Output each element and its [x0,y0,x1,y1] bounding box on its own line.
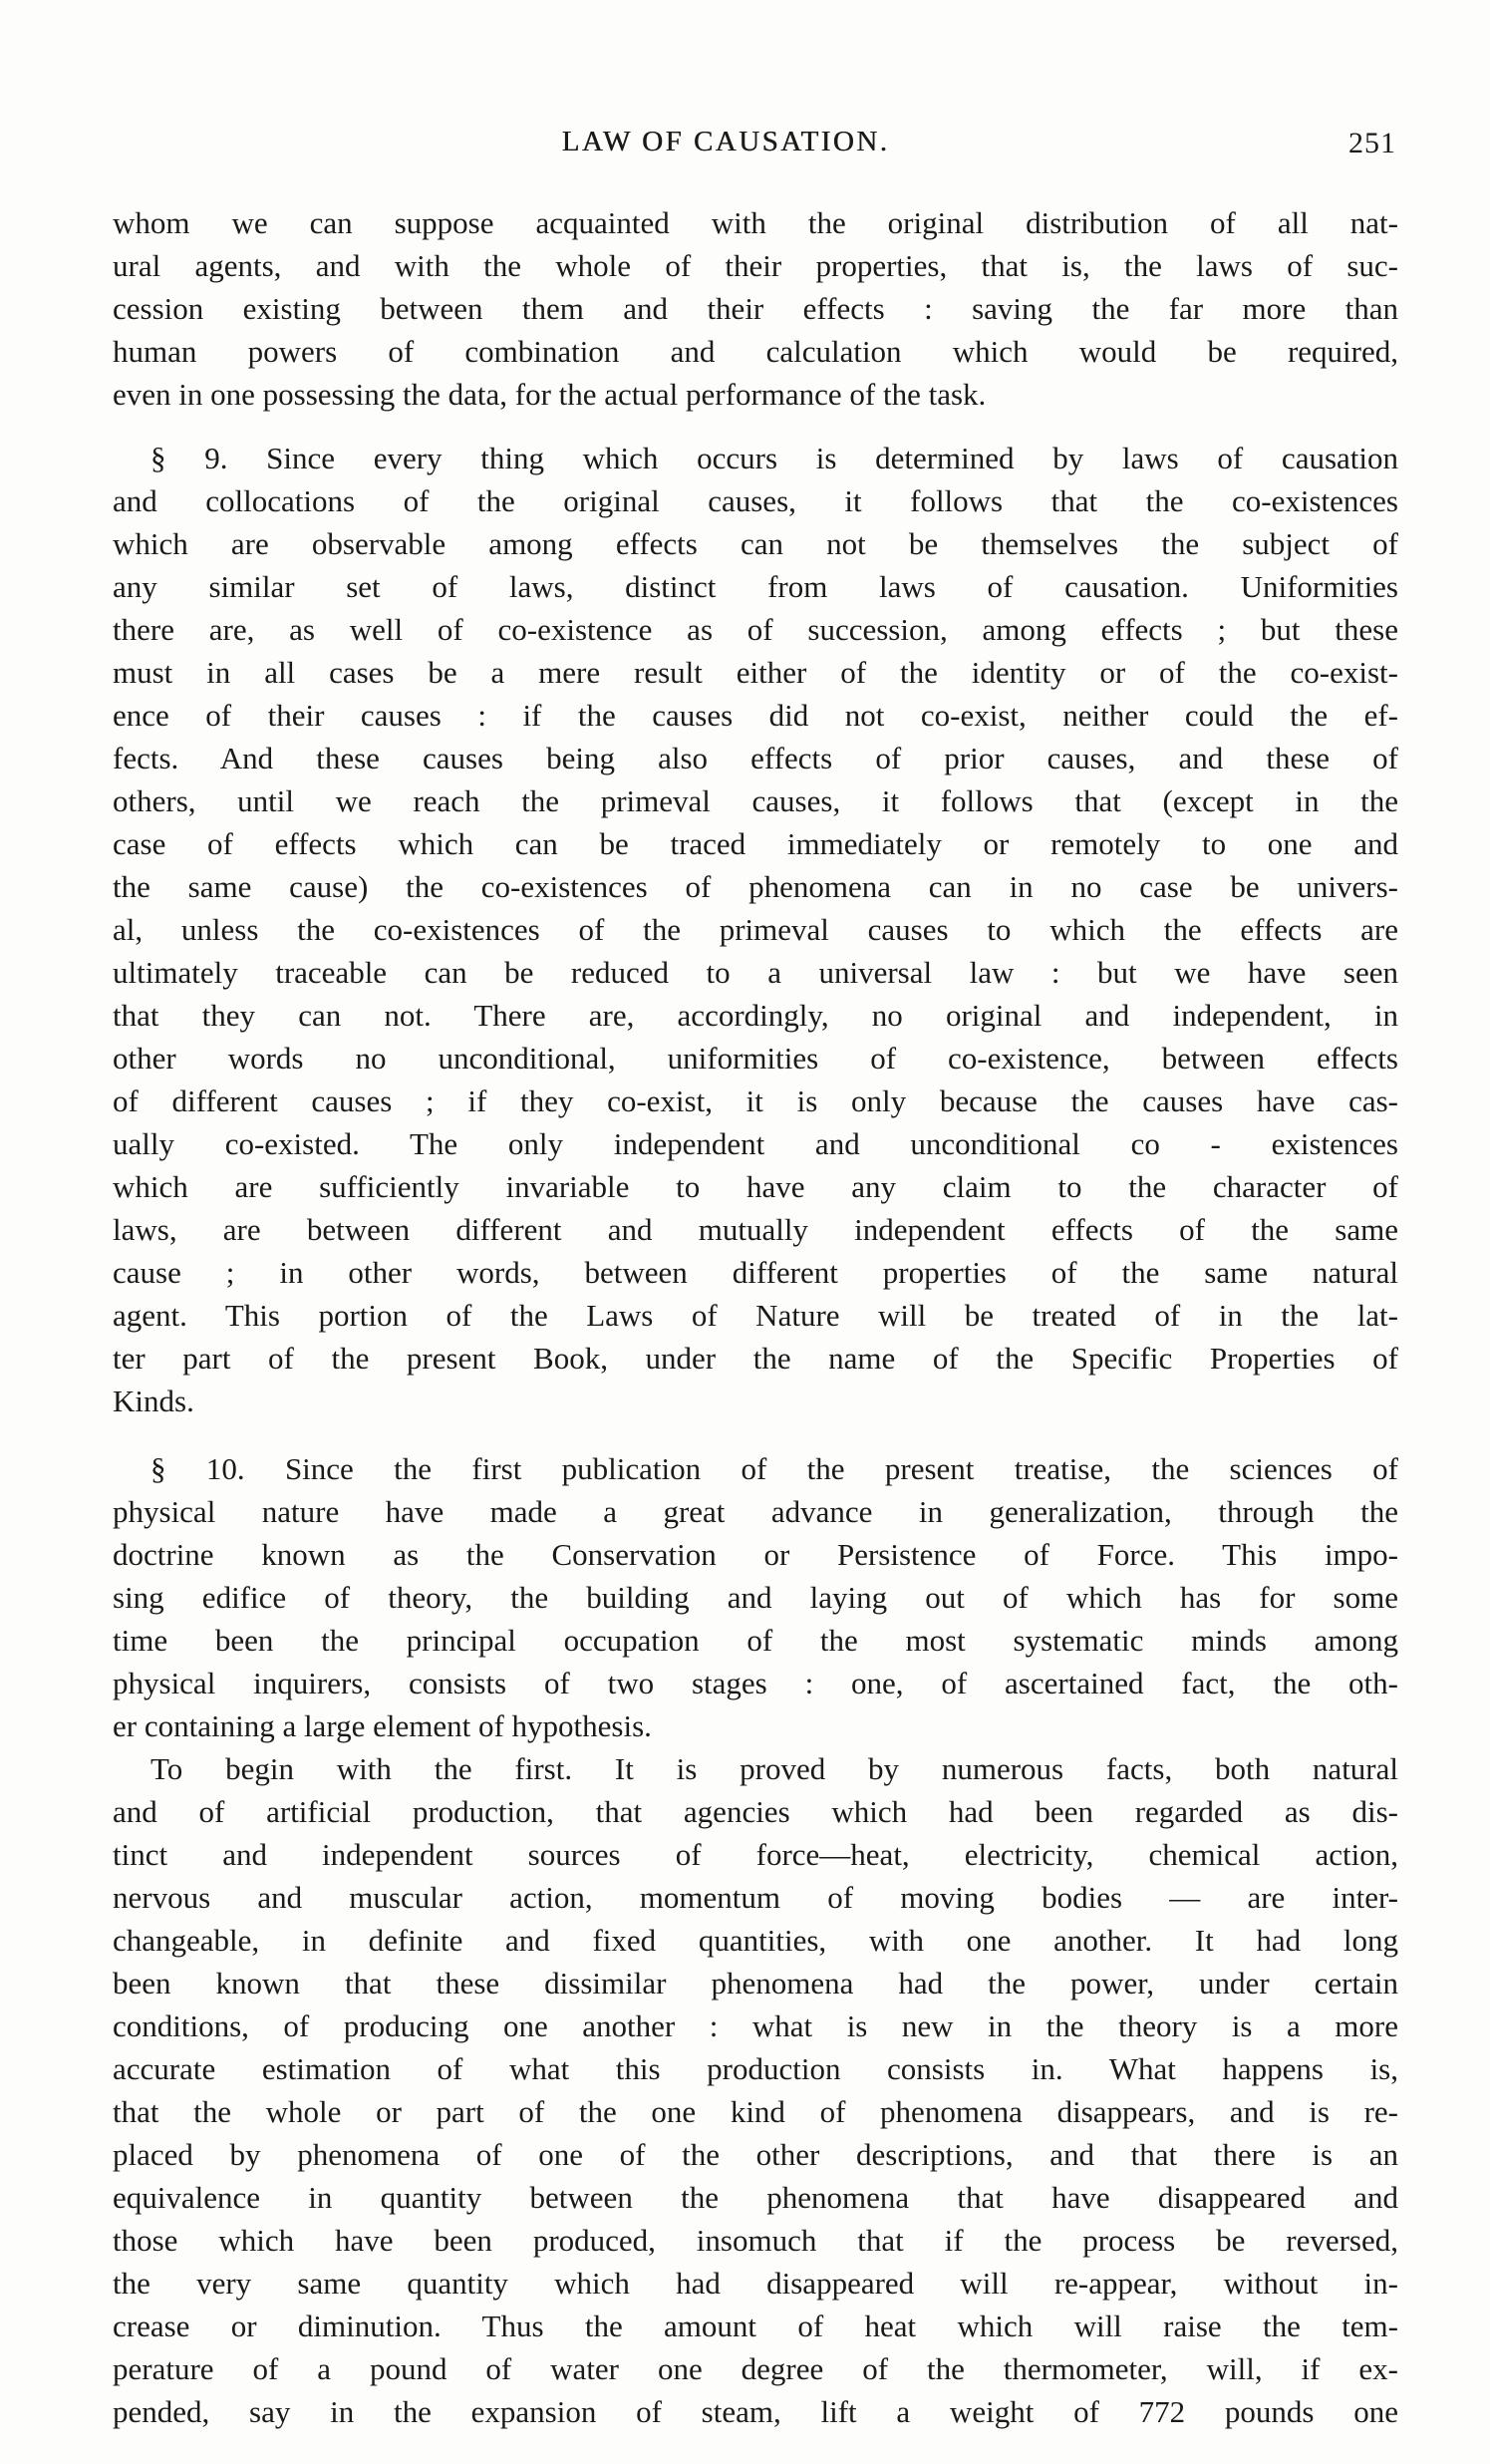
text-line: that they can not. There are, accordingly, no original and independent, in [113,998,1398,1033]
text-line: ultimately traceable can be reduced to a universal law : but we have seen [113,955,1398,990]
paragraph [113,1747,1398,2433]
text-line: been known that these dissimilar phenomena had the power, under certain [113,1966,1398,2001]
text-line: § 10. Since the first publication of the present treatise, the sciences of [150,1451,1398,1486]
text-line: of different causes ; if they co-exist, it is only because the causes have cas- [113,1083,1398,1118]
text-line: other words no unconditional, uniformities of co-existence, between effects [113,1041,1398,1076]
text-line: agent. This portion of the Laws of Nature will be treated of in the lat- [113,1298,1398,1333]
paragraph [113,201,1398,416]
text-line: and collocations of the original causes, it follows that the co-existences [113,483,1398,518]
text-line: To begin with the first. It is proved by numerous facts, both natural [150,1751,1398,1786]
text-line: case of effects which can be traced immediately or remotely to one and [113,826,1398,861]
text-line: placed by phenomena of one of the other descriptions, and that there is an [113,2137,1398,2172]
page-number: 251 [1348,127,1396,159]
text-line: er containing a large element of hypothesis. [113,1708,652,1743]
text-line: which are sufficiently invariable to have any claim to the character of [113,1169,1398,1204]
text-line: physical inquirers, consists of two stages : one, of ascertained fact, the oth- [113,1666,1398,1700]
text-line: ural agents, and with the whole of their properties, that is, the laws of suc- [113,248,1398,283]
text-line: fects. And these causes being also effects of prior causes, and these of [113,741,1398,775]
text-line: ence of their causes : if the causes did not co-exist, neither could the ef- [113,698,1398,733]
text-line: physical nature have made a great advance in generalization, through the [113,1494,1398,1529]
paragraph [113,437,1398,1422]
text-line: conditions, of producing one another : what is new in the theory is a more [113,2008,1398,2043]
text-line: tinct and independent sources of force—heat, electricity, chemical action, [113,1837,1398,1872]
text-line: others, until we reach the primeval causes, it follows that (except in the [113,783,1398,818]
text-line: pended, say in the expansion of steam, lift a weight of 772 pounds one [113,2394,1398,2429]
text-line: Kinds. [113,1384,194,1418]
text-line: doctrine known as the Conservation or Persistence of Force. This impo- [113,1537,1398,1572]
running-title: LAW OF CAUSATION. [561,126,890,157]
text-line: the same cause) the co-existences of phenomena can in no case be univers- [113,869,1398,904]
paragraph [113,1447,1398,1747]
text-line: time been the principal occupation of the most systematic minds among [113,1623,1398,1658]
text-line: cause ; in other words, between different properties of the same natural [113,1255,1398,1290]
text-line: ually co-existed. The only independent and unconditional co - existences [113,1126,1398,1161]
text-line: which are observable among effects can not be themselves the subject of [113,526,1398,561]
text-line: human powers of combination and calculation which would be required, [113,334,1398,369]
text-line: sing edifice of theory, the building and laying out of which has for some [113,1580,1398,1615]
text-line: ter part of the present Book, under the name of the Specific Properties of [113,1341,1398,1376]
text-line: laws, are between different and mutually independent effects of the same [113,1212,1398,1247]
text-line: crease or diminution. Thus the amount of heat which will raise the tem- [113,2309,1398,2343]
text-line: the very same quantity which had disappeared will re-appear, without in- [113,2266,1398,2301]
text-line: even in one possessing the data, for the actual performance of the task. [113,377,987,412]
text-line: any similar set of laws, distinct from laws of causation. Uniformities [113,569,1398,604]
page-header [113,126,1398,167]
page-body [113,201,1398,2433]
text-line: there are, as well of co-existence as of succession, among effects ; but these [113,612,1398,647]
text-line: nervous and muscular action, momentum of moving bodies — are inter- [113,1880,1398,1915]
text-line: and of artificial production, that agencies which had been regarded as dis- [113,1794,1398,1829]
text-line: al, unless the co-existences of the primeval causes to which the effects are [113,912,1398,947]
text-line: perature of a pound of water one degree of the thermometer, will, if ex- [113,2351,1398,2386]
text-line: that the whole or part of the one kind of phenomena disappears, and is re- [113,2094,1398,2129]
text-line: must in all cases be a mere result either of the identity or of the co-exist- [113,655,1398,690]
text-line: accurate estimation of what this production consists in. What happens is, [113,2051,1398,2086]
text-line: equivalence in quantity between the phenomena that have disappeared and [113,2180,1398,2215]
text-line: § 9. Since every thing which occurs is determined by laws of causation [150,441,1398,475]
text-line: those which have been produced, insomuch that if the process be reversed, [113,2223,1398,2258]
text-line: whom we can suppose acquainted with the original distribution of all nat- [113,205,1398,240]
text-line: changeable, in definite and fixed quantities, with one another. It had long [113,1923,1398,1958]
text-line: cession existing between them and their effects : saving the far more than [113,291,1398,326]
